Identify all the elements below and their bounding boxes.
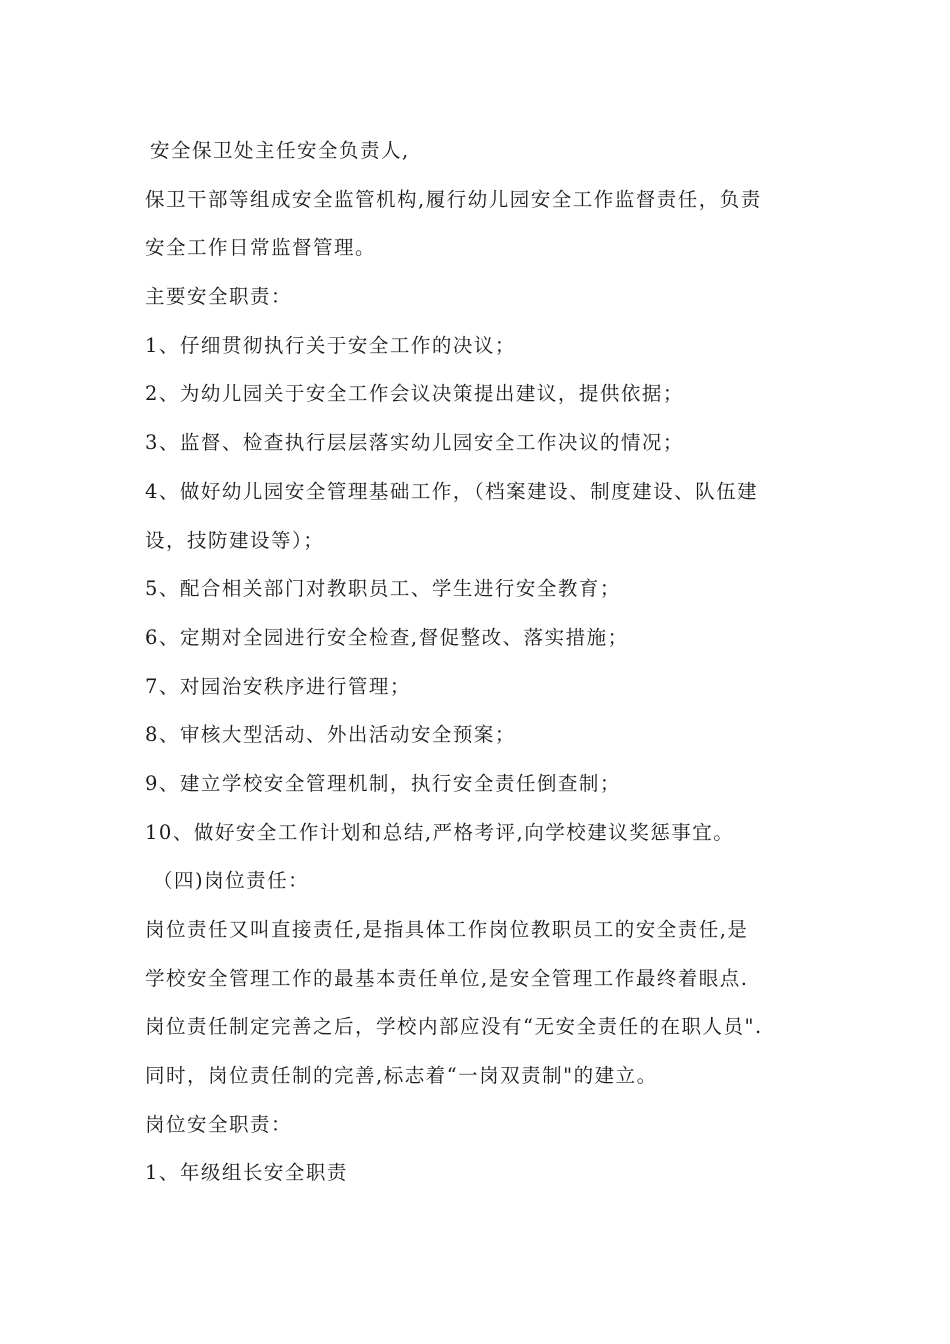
list-item: 3、监督、检查执行层层落实幼儿园安全工作决议的情况； — [145, 431, 684, 455]
text-line: 保卫干部等组成安全监管机构,履行幼儿园安全工作监督责任，负责 — [145, 187, 762, 211]
list-item: 5、配合相关部门对教职员工、学生进行安全教育； — [145, 577, 621, 601]
list-item: 1、年级组长安全职责 — [145, 1161, 348, 1185]
section-heading: 主要安全职责： — [145, 285, 293, 309]
list-item: 1、仔细贯彻执行关于安全工作的决议； — [145, 333, 516, 357]
list-item: 9、建立学校安全管理机制，执行安全责任倒查制； — [145, 771, 621, 795]
document-body — [145, 127, 825, 1198]
list-item: 8、审核大型活动、外出活动安全预案； — [145, 723, 516, 747]
list-item: 7、对园治安秩序进行管理； — [145, 674, 411, 698]
text-line: 岗位责任制定完善之后，学校内部应没有“无安全责任的在职人员". — [145, 1015, 763, 1039]
text-line: 安全工作日常监督管理。 — [145, 236, 377, 260]
list-item: 4、做好幼儿园安全管理基础工作，（档案建设、制度建设、队伍建 — [145, 479, 759, 503]
section-heading: （四)岗位责任： — [153, 869, 310, 893]
text-line: 学校安全管理工作的最基本责任单位,是安全管理工作最终着眼点. — [145, 966, 749, 990]
text-line: 岗位责任又叫直接责任,是指具体工作岗位教职员工的安全责任,是 — [145, 918, 749, 941]
list-item-continuation: 设，技防建设等）； — [145, 528, 325, 552]
section-heading: 岗位安全职责： — [145, 1112, 293, 1136]
list-item: 6、定期对全园进行安全检查,督促整改、落实措施； — [145, 625, 629, 649]
list-item: 2、为幼儿园关于安全工作会议决策提出建议，提供依据； — [145, 382, 684, 406]
list-item: 10、做好安全工作计划和总结,严格考评,向学校建议奖惩事宜。 — [145, 820, 735, 844]
text-line: 安全保卫处主任安全负责人, — [150, 139, 410, 162]
text-line: 同时，岗位责任制的完善,标志着“一岗双责制"的建立。 — [145, 1064, 658, 1088]
